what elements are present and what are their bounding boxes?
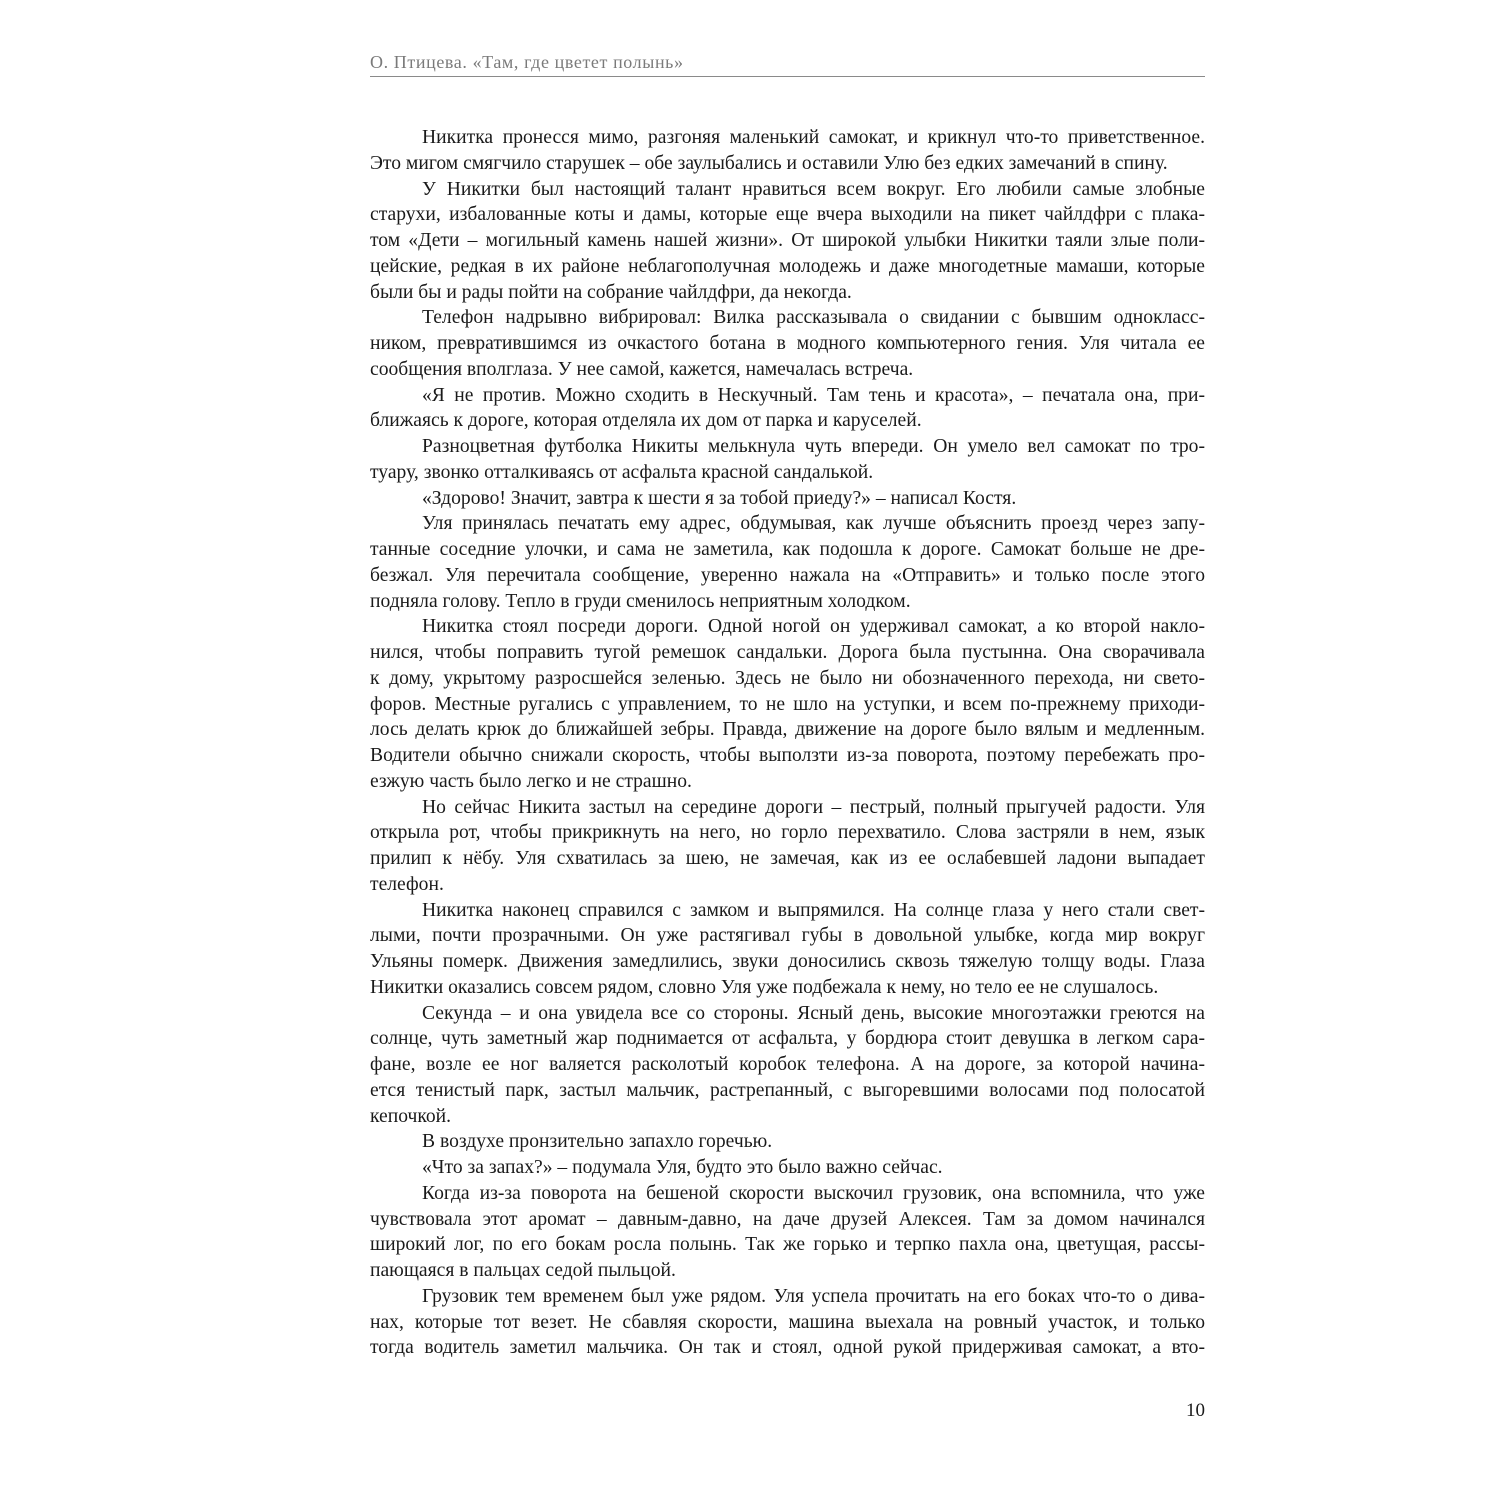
text-line: Никитки оказались совсем рядом, словно Уля уже подбежала к нему, но тело ее не слушалось. xyxy=(370,976,1159,998)
text-line: подняла голову. Тепло в груди сменилось неприятным холодком. xyxy=(370,590,911,612)
text-line: к дому, укрытому разросшейся зеленью. Здесь не было ни обозначенного перехода, ни свето- xyxy=(370,667,1205,689)
text-line: Водители обычно снижали скорость, чтобы выползти из-за поворота, поэтому перебежать про- xyxy=(370,745,1205,766)
text-line: ется тенистый парк, застыл мальчик, растрепанный, с выгоревшими волосами под полосатой xyxy=(370,1079,1205,1101)
text-line: езжую часть было легко и не страшно. xyxy=(370,770,692,792)
text-line: тогда водитель заметил мальчика. Он так и стоял, одной рукой придерживая самокат, а вто- xyxy=(370,1337,1205,1359)
text-line: Ульяны померк. Движения замедлились, звуки доносились сквозь тяжелую толщу воды. Глаза xyxy=(370,951,1205,972)
paragraph xyxy=(370,125,1205,177)
text-line: пающаяся в пальцах седой пыльцой. xyxy=(370,1260,676,1281)
text-line: Никитка стоял посреди дороги. Одной ногой он удерживал самокат, а ко второй накло- xyxy=(422,616,1205,638)
header-rule xyxy=(370,76,1205,77)
body-text xyxy=(370,125,1205,1361)
paragraph xyxy=(370,795,1205,898)
text-line: широкий лог, по его бокам росла полынь. Так же горько и терпко пахла она, цветущая, рассы- xyxy=(370,1234,1205,1256)
text-line: безжал. Уля перечитала сообщение, уверенно нажала на «Отправить» и только после этого xyxy=(370,564,1205,586)
text-line: «Здорово! Значит, завтра к шести я за тобой приеду?» – написал Костя. xyxy=(422,487,1017,509)
text-line: лось делать крюк до ближайшей зебры. Правда, движение на дороге было вялым и медленным. xyxy=(370,719,1205,741)
text-line: чувствовала этот аромат – давным-давно, на даче друзей Алексея. Там за домом начинался xyxy=(370,1208,1205,1230)
text-line: форов. Местные ругались с управлением, то не шло на уступки, и всем по-прежнему приходи- xyxy=(370,693,1205,715)
text-line: старухи, избалованные коты и дамы, которые еще вчера выходили на пикет чайлдфри с плака- xyxy=(370,204,1205,226)
paragraph xyxy=(370,486,1205,512)
text-line: У Никитки был настоящий талант нравиться всем вокруг. Его любили самые злобные xyxy=(422,178,1205,200)
paragraph xyxy=(370,1284,1205,1361)
text-line: Секунда – и она увидела все со стороны. Ясный день, высокие многоэтажки греются на xyxy=(422,1002,1205,1024)
paragraph xyxy=(370,511,1205,614)
text-line: Разноцветная футболка Никиты мелькнула чуть впереди. Он умело вел самокат по тро- xyxy=(422,436,1205,457)
text-line: «Я не против. Можно сходить в Нескучный. Там тень и красота», – печатала она, при- xyxy=(422,384,1205,406)
paragraph xyxy=(370,1181,1205,1284)
text-line: Телефон надрывно вибрировал: Вилка рассказывала о свидании с бывшим однокласс- xyxy=(422,307,1205,329)
text-line: цейские, редкая в их районе неблагополучная молодежь и даже многодетные мамаши, которые xyxy=(370,255,1205,277)
page-number: 10 xyxy=(1186,1400,1205,1421)
paragraph xyxy=(370,177,1205,306)
text-line: открыла рот, чтобы прикрикнуть на него, но горло перехватило. Слова застряли в нем, язык xyxy=(370,822,1205,844)
text-line: Когда из-за поворота на бешеной скорости выскочил грузовик, она вспомнила, что уже xyxy=(422,1182,1205,1204)
text-line: танные соседние улочки, и сама не заметила, как подошла к дороге. Самокат больше не дре- xyxy=(370,539,1205,560)
text-line: были бы и рады пойти на собрание чайлдфри, да некогда. xyxy=(370,281,852,303)
paragraph xyxy=(370,614,1205,794)
text-line: ближаясь к дороге, которая отделяла их дом от парка и каруселей. xyxy=(370,410,922,432)
text-line: том «Дети – могильный камень нашей жизни». От широкой улыбки Никитки таяли злые поли- xyxy=(370,230,1205,251)
text-line: солнце, чуть заметный жар поднимается от асфальта, у бордюра стоит девушка в легком сара- xyxy=(370,1028,1205,1050)
running-head: О. Птицева. «Там, где цветет полынь» xyxy=(370,52,684,72)
paragraph xyxy=(370,383,1205,435)
paragraph xyxy=(370,1129,1205,1155)
text-line: ником, превратившимся из очкастого ботана в модного компьютерного гения. Уля читала ее xyxy=(370,333,1205,354)
text-line: нах, которые тот везет. Не сбавляя скорости, машина выехала на ровный участок, и только xyxy=(370,1311,1205,1333)
paragraph xyxy=(370,1001,1205,1130)
text-line: фане, возле ее ног валяется расколотый коробок телефона. А на дороге, за которой начина- xyxy=(370,1054,1205,1075)
text-line: прилип к нёбу. Уля схватилась за шею, не замечая, как из ее ослабевшей ладони выпадает xyxy=(370,848,1205,869)
text-line: лыми, почти прозрачными. Он уже растягивал губы в довольной улыбке, когда мир вокруг xyxy=(370,925,1205,947)
text-line: Никитка пронесся мимо, разгоняя маленький самокат, и крикнул что-то приветственное. xyxy=(422,127,1205,148)
paragraph xyxy=(370,305,1205,382)
text-line: Уля принялась печатать ему адрес, обдумывая, как лучше объяснить проезд через запу- xyxy=(422,513,1205,535)
text-line: Никитка наконец справился с замком и выпрямился. На солнце глаза у него стали свет- xyxy=(422,899,1205,921)
text-line: кепочкой. xyxy=(370,1105,452,1127)
paragraph xyxy=(370,898,1205,1001)
text-line: сообщения вполглаза. У нее самой, кажется, намечалась встреча. xyxy=(370,358,914,380)
text-line: Грузовик тем временем был уже рядом. Уля успела прочитать на его боках что-то о дива- xyxy=(422,1285,1205,1307)
text-line: В воздухе пронзительно запахло горечью. xyxy=(422,1131,773,1153)
text-line: туару, звонко отталкиваясь от асфальта красной сандалькой. xyxy=(370,461,874,483)
text-line: Это мигом смягчило старушек – обе заулыбались и оставили Улю без едких замечаний в спину. xyxy=(370,152,1168,174)
paragraph xyxy=(370,434,1205,486)
text-line: «Что за запах?» – подумала Уля, будто это было важно сейчас. xyxy=(422,1157,943,1178)
text-line: Но сейчас Никита застыл на середине дороги – пестрый, полный прыгучей радости. Уля xyxy=(422,796,1205,818)
text-line: нился, чтобы поправить тугой ремешок сандальки. Дорога была пустынна. Она сворачивала xyxy=(370,642,1205,663)
text-line: телефон. xyxy=(370,873,444,895)
paragraph xyxy=(370,1155,1205,1181)
